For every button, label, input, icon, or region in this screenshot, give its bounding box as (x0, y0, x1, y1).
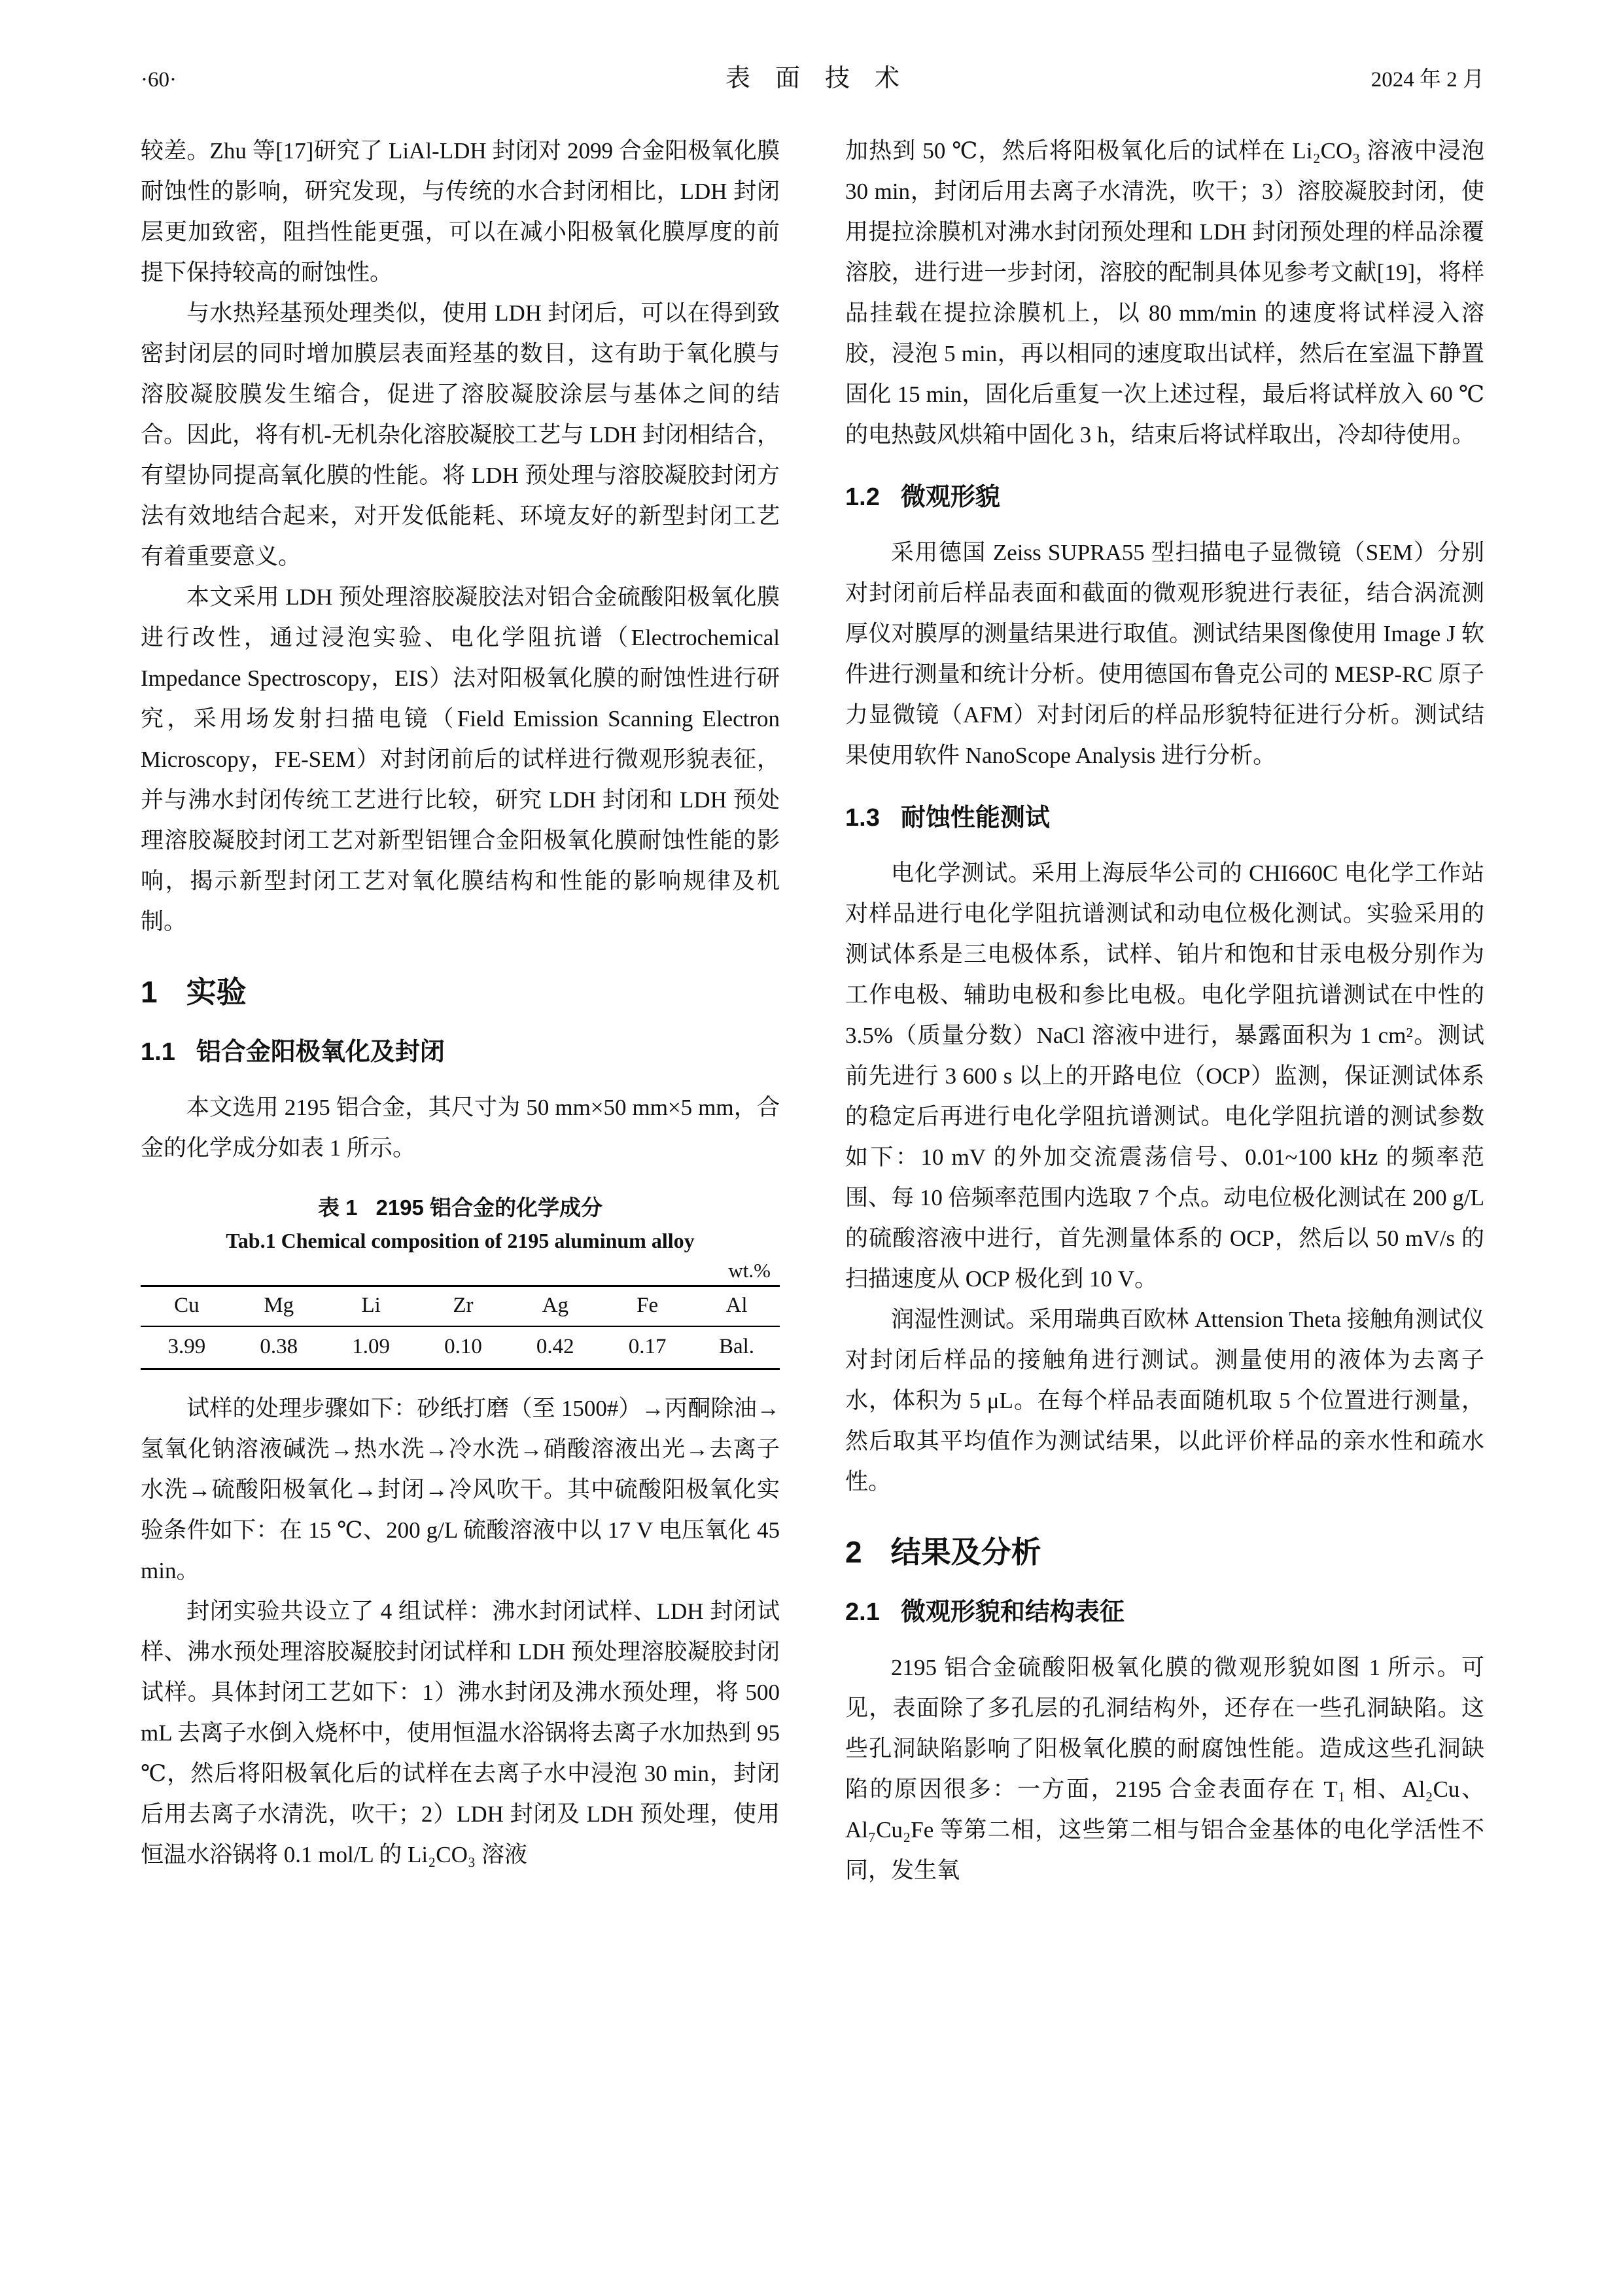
table-data-cell: Bal. (718, 1335, 755, 1358)
table-header-cell: Mg (233, 1286, 325, 1327)
paragraph: 加热到 50 ℃，然后将阳极氧化后的试样在 Li₂CO₃ 溶液中浸泡 30 min，封闭后用去离子水清洗，吹干；3）溶胶凝胶封闭，使用提拉涂膜机对沸水封闭预处理和 LDH 封闭预处理的样品涂覆溶胶，进行进一步封闭，溶胶的配制具体见参考文献[19]，将样品挂载在提拉涂膜机上，以 80 mm/min 的速度将试样浸入溶胶，浸泡 5 min，再以相同的速度取出试样，然后在室温下静置固化 15 min，固化后重复一次上述过程，最后将试样放入 60 ℃的电热鼓风烘箱中固化 3 h，结束后将试样取出，冷却待使用。 (845, 138, 1484, 448)
paragraph: 与水热羟基预处理类似，使用 LDH 封闭后，可以在得到致密封闭层的同时增加膜层表面羟基的数目，这有助于氧化膜与溶胶凝胶膜发生缩合，促进了溶胶凝胶涂层与基体之间的结合。因此，将有机-无机杂化溶胶凝胶工艺与 LDH 封闭相结合，有望协同提高氧化膜的性能。将 LDH 预处理与溶胶凝胶封闭方法有效地结合起来，对开发低能耗、环境友好的新型封闭工艺有着重要意义。 (141, 300, 780, 569)
table-header-cell: Ag (509, 1286, 601, 1327)
table-data-cell: 1.09 (352, 1335, 390, 1358)
composition-table (141, 1285, 780, 1370)
table-header-cell: Fe (601, 1286, 693, 1327)
paragraph: 采用德国 Zeiss SUPRA55 型扫描电子显微镜（SEM）分别对封闭前后样品表面和截面的微观形貌进行表征，结合涡流测厚仪对膜厚的测量结果进行取值。测试结果图像使用 Image J 软件进行测量和统计分析。使用德国布鲁克公司的 MESP-RC 原子力显微镜（AFM）对封闭后的样品形貌特征进行分析。测试结果使用软件 NanoScope Analysis 进行分析。 (845, 540, 1484, 768)
section-heading-1 (141, 974, 780, 1010)
section-number: 1 (141, 975, 158, 1009)
subsection-heading-1-2 (845, 482, 1484, 513)
table-header-cell: Cu (141, 1286, 233, 1327)
subsection-title: 微观形貌 (900, 484, 1000, 511)
table-header-row (141, 1286, 780, 1327)
table-caption-number: 表 1 (317, 1195, 358, 1220)
subsection-number: 1.1 (141, 1038, 175, 1066)
table-caption-zh (141, 1191, 780, 1225)
subsection-number: 1.3 (845, 804, 880, 832)
table-header-cell: Zr (417, 1286, 510, 1327)
subsection-title: 铝合金阳极氧化及封闭 (196, 1038, 445, 1066)
journal-title: 表 面 技 术 (725, 65, 899, 92)
table-caption-en: Tab.1 Chemical composition of 2195 aluminum alloy (226, 1229, 695, 1252)
table-caption-text: 2195 铝合金的化学成分 (375, 1195, 603, 1220)
paragraph: 试样的处理步骤如下：砂纸打磨（至 1500#）→丙酮除油→氢氧化钠溶液碱洗→热水洗→冷水洗→硝酸溶液出光→去离子水洗→硫酸阳极氧化→封闭→冷风吹干。其中硫酸阳极氧化实验条件如下：在 15 ℃、200 g/L 硫酸溶液中以 17 V 电压氧化 45 min。 (141, 1396, 780, 1583)
page-number: ·60· (141, 68, 177, 92)
two-column-body (141, 131, 1484, 1891)
table-header-cell: Al (693, 1286, 780, 1327)
table-data-cell: 0.17 (628, 1335, 667, 1358)
page-header (141, 65, 1484, 93)
subsection-number: 1.2 (845, 484, 880, 511)
paragraph: 电化学测试。采用上海辰华公司的 CHI660C 电化学工作站对样品进行电化学阻抗谱测试和动电位极化测试。实验采用的测试体系是三电极体系，试样、铂片和饱和甘汞电极分别作为工作电极、辅助电极和参比电极。电化学阻抗谱测试在中性的 3.5%（质量分数）NaCl 溶液中进行，暴露面积为 1 cm²。测试前先进行 3 600 s 以上的开路电位（OCP）监测，保证测试体系的稳定后再进行电化学阻抗谱测试。电化学阻抗谱的测试参数如下：10 mV 的外加交流震荡信号、0.01~100 kHz 的频率范围、每 10 倍频率范围内选取 7 个点。动电位极化测试在 200 g/L 的硫酸溶液中进行，首先测量体系的 OCP，然后以 50 mV/s 的扫描速度从 OCP 极化到 10 V。 (845, 860, 1484, 1292)
left-column (141, 131, 780, 1891)
subsection-heading-2-1 (845, 1597, 1484, 1628)
section-title: 实验 (186, 975, 247, 1009)
right-column (845, 131, 1484, 1891)
table-header-cell: Li (325, 1286, 417, 1327)
table-data-cell: 0.38 (260, 1335, 298, 1358)
section-title: 结果及分析 (890, 1535, 1041, 1569)
table-data-cell: 0.10 (444, 1335, 482, 1358)
table-data-cell: 0.42 (536, 1335, 574, 1358)
paragraph: 较差。Zhu 等[17]研究了 LiAl-LDH 封闭对 2099 合金阳极氧化膜耐蚀性的影响，研究发现，与传统的水合封闭相比，LDH 封闭层更加致密，阻挡性能更强，可以在减小阳极氧化膜厚度的前提下保持较高的耐蚀性。 (141, 138, 780, 285)
subsection-title: 微观形貌和结构表征 (900, 1598, 1125, 1626)
paragraph: 本文采用 LDH 预处理溶胶凝胶法对铝合金硫酸阳极氧化膜进行改性，通过浸泡实验、电化学阻抗谱（Electrochemical Impedance Spectroscopy，EIS）法对阳极氧化膜的耐蚀性进行研究，采用场发射扫描电镜（Field Emission Scanning Electron Microscopy，FE-SEM）对封闭前后的试样进行微观形貌表征，并与沸水封闭传统工艺进行比较，研究 LDH 封闭和 LDH 预处理溶胶凝胶封闭工艺对新型铝锂合金阳极氧化膜耐蚀性能的影响，揭示新型封闭工艺对氧化膜结构和性能的影响规律及机制。 (141, 584, 780, 934)
subsection-heading-1-3 (845, 802, 1484, 834)
paragraph: 本文选用 2195 铝合金，其尺寸为 50 mm×50 mm×5 mm，合金的化学成分如表 1 所示。 (141, 1095, 780, 1161)
subsection-heading-1-1 (141, 1036, 780, 1068)
table-block (141, 1191, 780, 1370)
paragraph: 2195 铝合金硫酸阳极氧化膜的微观形貌如图 1 所示。可见，表面除了多孔层的孔洞结构外，还存在一些孔洞缺陷。这些孔洞缺陷影响了阳极氧化膜的耐腐蚀性能。造成这些孔洞缺陷的原因很多：一方面，2195 合金表面存在 T₁ 相、Al₂Cu、Al₇Cu₂Fe 等第二相，这些第二相与铝合金基体的电化学活性不同，发生氧 (845, 1655, 1484, 1883)
issue-date: 2024 年 2 月 (1370, 68, 1484, 92)
paragraph: 封闭实验共设立了 4 组试样：沸水封闭试样、LDH 封闭试样、沸水预处理溶胶凝胶封闭试样和 LDH 预处理溶胶凝胶封闭试样。具体封闭工艺如下：1）沸水封闭及沸水预处理，将 500 mL 去离子水倒入烧杯中，使用恒温水浴锅将去离子水加热到 95 ℃，然后将阳极氧化后的试样在去离子水中浸泡 30 min，封闭后用去离子水清洗，吹干；2）LDH 封闭及 LDH 预处理，使用恒温水浴锅将 0.1 mol/L 的 Li₂CO₃ 溶液 (141, 1598, 780, 1867)
table-row (141, 1326, 780, 1369)
table-data-cell: 3.99 (167, 1335, 206, 1358)
paragraph: 润湿性测试。采用瑞典百欧林 Attension Theta 接触角测试仪对封闭后样品的接触角进行测试。测量使用的液体为去离子水，体积为 5 μL。在每个样品表面随机取 5 个位置进行测量，然后取其平均值作为测试结果，以此评价样品的亲水性和疏水性。 (845, 1307, 1484, 1494)
subsection-number: 2.1 (845, 1598, 880, 1626)
subsection-title: 耐蚀性能测试 (900, 804, 1050, 832)
table-unit-label: wt.% (728, 1259, 771, 1282)
section-number: 2 (845, 1535, 862, 1569)
section-heading-2 (845, 1534, 1484, 1570)
